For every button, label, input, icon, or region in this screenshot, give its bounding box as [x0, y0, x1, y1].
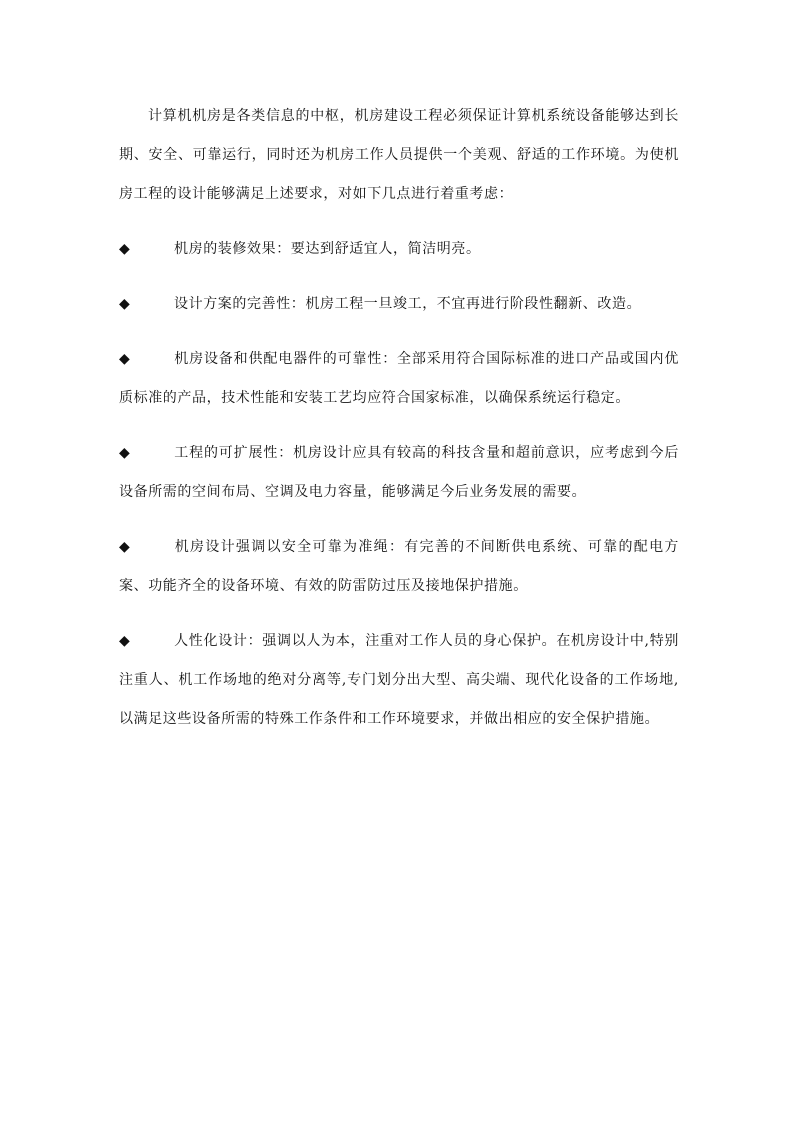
- bullet-text: 工程的可扩展性：机房设计应具有较高的科技含量和超前意识，应考虑到今后设备所需的空间布局、空调及电力容量，能够满足今后业务发展的需要。: [119, 445, 679, 500]
- document-body: [119, 97, 679, 739]
- bullet-text: 人性化设计：强调以人为本，注重对工作人员的身心保护。在机房设计中,特别注重人、机工作场地的绝对分离等,专门划分出大型、高尖端、现代化设备的工作场地,以满足这些设备所需的特殊工作条件和工作环境要求，并做出相应的安全保护措施。: [119, 633, 679, 727]
- bullet-text: 机房设计强调以安全可靠为准绳：有完善的不间断供电系统、可靠的配电方案、功能齐全的设备环境、有效的防雷防过压及接地保护措施。: [119, 539, 679, 594]
- bullet-item-completeness: [119, 285, 679, 324]
- bullet-item-safety: [119, 528, 679, 606]
- diamond-bullet-icon: ◆: [119, 351, 131, 367]
- diamond-bullet-icon: ◆: [119, 633, 131, 649]
- diamond-bullet-icon: ◆: [119, 445, 131, 461]
- bullet-item-scalability: [119, 434, 679, 512]
- bullet-text: 设计方案的完善性：机房工程一旦竣工，不宜再进行阶段性翻新、改造。: [174, 296, 642, 312]
- bullet-item-decoration: [119, 230, 679, 269]
- bullet-text: 机房设备和供配电器件的可靠性：全部采用符合国际标准的进口产品或国内优质标准的产品，技术性能和安装工艺均应符合国家标准，以确保系统运行稳定。: [119, 351, 679, 406]
- bullet-item-reliability: [119, 340, 679, 418]
- intro-paragraph: 计算机机房是各类信息的中枢，机房建设工程必须保证计算机系统设备能够达到长期、安全、可靠运行，同时还为机房工作人员提供一个美观、舒适的工作环境。为使机房工程的设计能够满足上述要求，对如下几点进行着重考虑：: [119, 108, 679, 202]
- diamond-bullet-icon: ◆: [119, 296, 131, 312]
- bullet-item-humanized-design: [119, 622, 679, 739]
- diamond-bullet-icon: ◆: [119, 241, 131, 257]
- diamond-bullet-icon: ◆: [119, 539, 131, 555]
- bullet-text: 机房的装修效果：要达到舒适宜人，简洁明亮。: [174, 241, 481, 257]
